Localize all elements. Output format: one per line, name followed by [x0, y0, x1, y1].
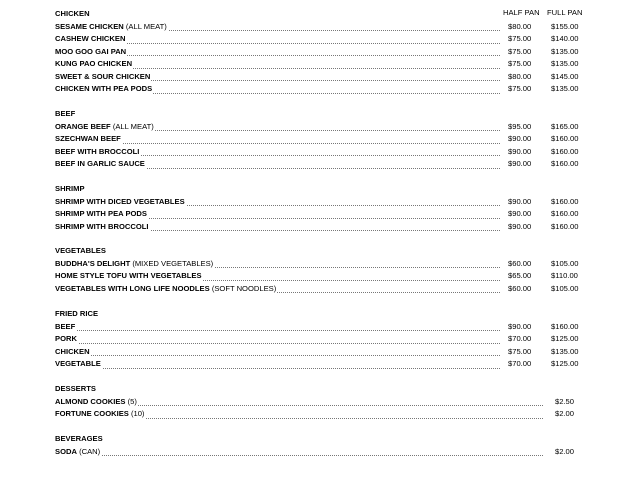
menu-item	[55, 121, 595, 134]
full-pan-price: $135.00	[551, 84, 579, 93]
dot-leader	[55, 329, 500, 331]
full-pan-price: $145.00	[551, 71, 579, 81]
item-label	[55, 208, 148, 221]
menu-section	[55, 433, 595, 458]
item-name: ALMOND COOKIES	[55, 396, 126, 406]
item-note: (5)	[125, 396, 137, 406]
item-label	[55, 133, 122, 146]
item-label	[55, 408, 145, 421]
half-pan-price: $75.00	[508, 46, 532, 56]
item-label	[55, 196, 186, 209]
full-pan-price: $160.00	[551, 196, 579, 206]
menu-item	[55, 446, 595, 459]
half-pan-price: $90.00	[508, 134, 532, 143]
item-price: $2.50	[555, 396, 575, 406]
menu-item	[55, 21, 595, 34]
item-label	[55, 83, 153, 96]
item-name: VEGETABLE	[55, 359, 101, 368]
full-pan-price: $160.00	[551, 146, 579, 156]
full-pan-price: $155.00	[551, 21, 579, 31]
section-title: BEVERAGES	[55, 434, 103, 443]
section-title: CHICKEN	[55, 9, 90, 18]
menu-item	[55, 346, 595, 359]
item-label	[55, 446, 101, 459]
item-name: BUDDHA'S DELIGHT	[55, 258, 131, 268]
full-pan-price: $165.00	[551, 121, 579, 131]
half-pan-price: $75.00	[508, 346, 532, 356]
menu-section	[55, 183, 595, 233]
half-pan-price: $95.00	[508, 121, 532, 131]
menu-item	[55, 146, 595, 159]
item-label	[55, 221, 150, 234]
half-pan-price: $90.00	[508, 159, 532, 168]
menu-item	[55, 71, 595, 84]
item-name: SWEET & SOUR CHICKEN	[55, 71, 151, 81]
item-label	[55, 333, 78, 346]
full-pan-price: $135.00	[551, 46, 579, 56]
item-label	[55, 33, 126, 46]
menu-item	[55, 408, 595, 421]
item-price: $2.00	[555, 409, 575, 418]
item-name: BEEF WITH BROCCOLI	[55, 146, 140, 156]
half-pan-price: $90.00	[508, 321, 532, 331]
half-pan-price: $90.00	[508, 221, 532, 231]
section-title: FRIED RICE	[55, 309, 99, 318]
item-label	[55, 258, 214, 271]
item-name: MOO GOO GAI PAN	[55, 46, 127, 56]
menu-item	[55, 208, 595, 221]
full-pan-price: $160.00	[551, 159, 579, 168]
menu-item	[55, 196, 595, 209]
item-label	[55, 158, 146, 171]
item-note: (ALL MEAT)	[123, 21, 167, 31]
half-pan-price: $90.00	[508, 209, 532, 218]
menu-item	[55, 283, 595, 296]
item-note: (10)	[128, 409, 145, 418]
dot-leader	[55, 367, 500, 369]
dot-leader	[55, 342, 500, 344]
menu-item	[55, 270, 595, 283]
menu-item	[55, 46, 595, 59]
menu-item	[55, 221, 595, 234]
half-pan-price: $65.00	[508, 271, 532, 280]
item-name: KUNG PAO CHICKEN	[55, 59, 133, 68]
item-name: SHRIMP WITH DICED VEGETABLES	[55, 196, 185, 206]
half-pan-price: $90.00	[508, 146, 532, 156]
half-pan-price: $60.00	[508, 258, 532, 268]
half-pan-price: $70.00	[508, 359, 532, 368]
item-name: CHICKEN WITH PEA PODS	[55, 84, 153, 93]
full-pan-price: $105.00	[551, 258, 579, 268]
item-name: VEGETABLES WITH LONG LIFE NOODLES	[55, 283, 210, 293]
item-price: $2.00	[555, 446, 575, 456]
full-pan-price: $125.00	[551, 359, 579, 368]
item-name: SHRIMP WITH PEA PODS	[55, 209, 147, 218]
full-pan-price: $105.00	[551, 283, 579, 293]
item-label	[55, 146, 140, 159]
item-note: (ALL MEAT)	[110, 121, 154, 131]
item-name: BEEF	[55, 321, 76, 331]
item-name: ORANGE BEEF	[55, 121, 111, 131]
item-label	[55, 283, 277, 296]
half-pan-price: $60.00	[508, 283, 532, 293]
menu-section	[55, 245, 595, 295]
half-pan-price: $80.00	[508, 21, 532, 31]
menu-item	[55, 58, 595, 71]
full-pan-price: $135.00	[551, 346, 579, 356]
menu-item	[55, 33, 595, 46]
menu-section	[55, 383, 595, 421]
item-label	[55, 358, 102, 371]
section-title: SHRIMP	[55, 184, 85, 193]
item-name: SHRIMP WITH BROCCOLI	[55, 221, 149, 231]
item-label	[55, 58, 133, 71]
full-pan-price: $125.00	[551, 334, 579, 343]
item-name: SESAME CHICKEN	[55, 21, 124, 31]
full-pan-price: $140.00	[551, 34, 579, 43]
item-label	[55, 270, 203, 283]
half-pan-price: $75.00	[508, 34, 532, 43]
menu-item	[55, 258, 595, 271]
menu-item	[55, 133, 595, 146]
item-label	[55, 346, 91, 359]
full-pan-price: $110.00	[551, 271, 578, 280]
menu-item	[55, 321, 595, 334]
item-label	[55, 71, 151, 84]
menu-item	[55, 333, 595, 346]
half-pan-price: $75.00	[508, 59, 532, 68]
menu-item	[55, 358, 595, 371]
item-name: PORK	[55, 334, 77, 343]
item-name: CASHEW CHICKEN	[55, 34, 126, 43]
full-pan-price: $135.00	[551, 59, 579, 68]
item-name: BEEF IN GARLIC SAUCE	[55, 159, 145, 168]
half-pan-price: $90.00	[508, 196, 532, 206]
full-pan-header: FULL PAN	[547, 8, 583, 17]
item-name: HOME STYLE TOFU WITH VEGETABLES	[55, 271, 202, 280]
full-pan-price: $160.00	[551, 209, 579, 218]
section-title: BEEF	[55, 109, 76, 118]
menu-item	[55, 158, 595, 171]
section-title: VEGETABLES	[55, 246, 106, 255]
full-pan-price: $160.00	[551, 221, 579, 231]
item-label	[55, 121, 155, 134]
half-pan-price: $70.00	[508, 334, 532, 343]
section-title: DESSERTS	[55, 384, 96, 393]
menu-item	[55, 83, 595, 96]
item-note: (SOFT NOODLES)	[209, 283, 277, 293]
item-label	[55, 321, 76, 334]
item-label	[55, 21, 168, 34]
item-name: FORTUNE COOKIES	[55, 409, 129, 418]
dot-leader	[55, 354, 500, 356]
dot-leader	[55, 454, 543, 456]
item-note: (CAN)	[76, 446, 101, 456]
item-label	[55, 396, 138, 409]
item-note: (MIXED VEGETABLES)	[130, 258, 214, 268]
item-name: CHICKEN	[55, 346, 90, 356]
item-label	[55, 46, 127, 59]
full-pan-price: $160.00	[551, 321, 579, 331]
menu-section	[55, 108, 595, 171]
half-pan-price: $75.00	[508, 84, 532, 93]
item-name: SODA	[55, 446, 77, 456]
item-name: SZECHWAN BEEF	[55, 134, 121, 143]
full-pan-price: $160.00	[551, 134, 579, 143]
menu-item	[55, 396, 595, 409]
menu-section	[55, 308, 595, 371]
menu-section	[55, 8, 595, 96]
half-pan-price: $80.00	[508, 71, 532, 81]
half-pan-header: HALF PAN	[503, 8, 540, 17]
